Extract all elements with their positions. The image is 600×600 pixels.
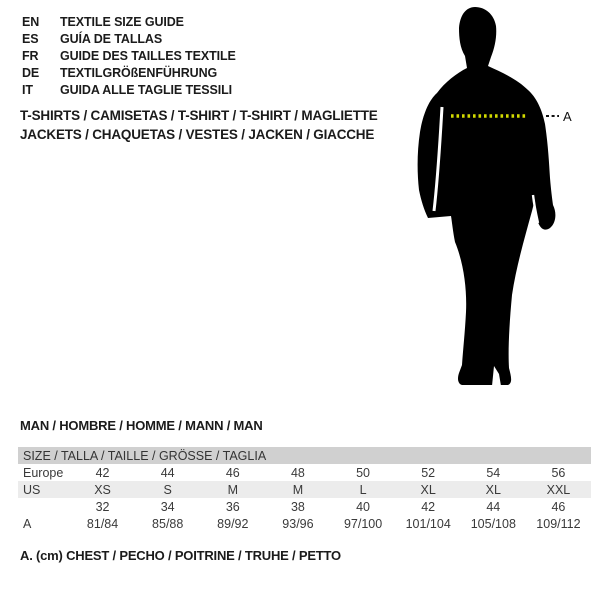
size-value: 89/92 [217, 516, 249, 531]
language-title: GUÍA DE TALLAS [60, 32, 163, 46]
footnote-chest-measure: A. (cm) CHEST / PECHO / POITRINE / TRUHE / PETTO [20, 548, 341, 563]
language-row [22, 31, 236, 48]
table-row-us [18, 481, 591, 498]
size-value: L [359, 482, 367, 497]
size-table [18, 447, 591, 532]
language-code: IT [22, 83, 33, 97]
language-row [22, 48, 236, 65]
size-value: XS [94, 482, 111, 497]
product-categories [20, 107, 378, 144]
size-value: 52 [421, 465, 436, 480]
size-value: 93/96 [282, 516, 314, 531]
language-row [22, 82, 236, 99]
size-value: XL [485, 482, 501, 497]
size-value: 34 [160, 499, 175, 514]
size-value: 44 [486, 499, 501, 514]
row-label: Europe [23, 465, 64, 480]
size-value: 42 [95, 465, 110, 480]
size-value: M [292, 482, 304, 497]
size-value: 109/112 [536, 516, 581, 531]
row-label: A [23, 516, 32, 531]
size-value: 44 [160, 465, 175, 480]
section-title-man: MAN / HOMBRE / HOMME / MANN / MAN [20, 418, 263, 433]
size-value: 32 [95, 499, 110, 514]
man-silhouette [395, 2, 600, 398]
size-value: 40 [356, 499, 371, 514]
size-value: XXL [546, 482, 571, 497]
size-value: 48 [290, 465, 305, 480]
language-code: EN [22, 15, 40, 29]
size-value: M [227, 482, 239, 497]
table-row-chest-a [18, 515, 591, 532]
language-code: FR [22, 49, 39, 63]
size-value: 54 [486, 465, 501, 480]
language-list [22, 14, 236, 99]
size-value: XL [420, 482, 436, 497]
size-value: 42 [421, 499, 436, 514]
size-table-header: SIZE / TALLA / TAILLE / GRÖSSE / TAGLIA [18, 447, 591, 464]
size-value: 50 [356, 465, 371, 480]
size-value: 97/100 [343, 516, 383, 531]
size-value: 38 [290, 499, 305, 514]
size-value: 56 [551, 465, 566, 480]
size-value: 81/84 [86, 516, 119, 531]
size-value: 46 [551, 499, 566, 514]
size-value: 101/104 [405, 516, 451, 531]
product-line-tshirts: T-SHIRTS / CAMISETAS / T-SHIRT / T-SHIRT / MAGLIETTE [20, 108, 378, 123]
language-code: ES [22, 32, 39, 46]
size-value: 36 [225, 499, 240, 514]
size-value: S [163, 482, 172, 497]
man-body-shape [418, 7, 556, 385]
language-title: GUIDE DES TAILLES TEXTILE [60, 49, 236, 63]
table-row-europe [18, 464, 591, 481]
language-title: TEXTILE SIZE GUIDE [60, 15, 184, 29]
size-value: 105/108 [470, 516, 516, 531]
table-row-international [18, 498, 591, 515]
size-value: 46 [225, 465, 240, 480]
product-line-jackets: JACKETS / CHAQUETAS / VESTES / JACKEN / GIACCHE [20, 126, 375, 142]
row-label: US [23, 482, 41, 497]
language-row [22, 14, 236, 31]
language-title: GUIDA ALLE TAGLIE TESSILI [60, 83, 233, 97]
language-code: DE [22, 66, 40, 80]
size-value: 85/88 [152, 516, 184, 531]
measure-label-a: A [563, 109, 572, 124]
language-row [22, 65, 236, 82]
language-title: TEXTILGRÖßENFÜHRUNG [60, 66, 218, 80]
